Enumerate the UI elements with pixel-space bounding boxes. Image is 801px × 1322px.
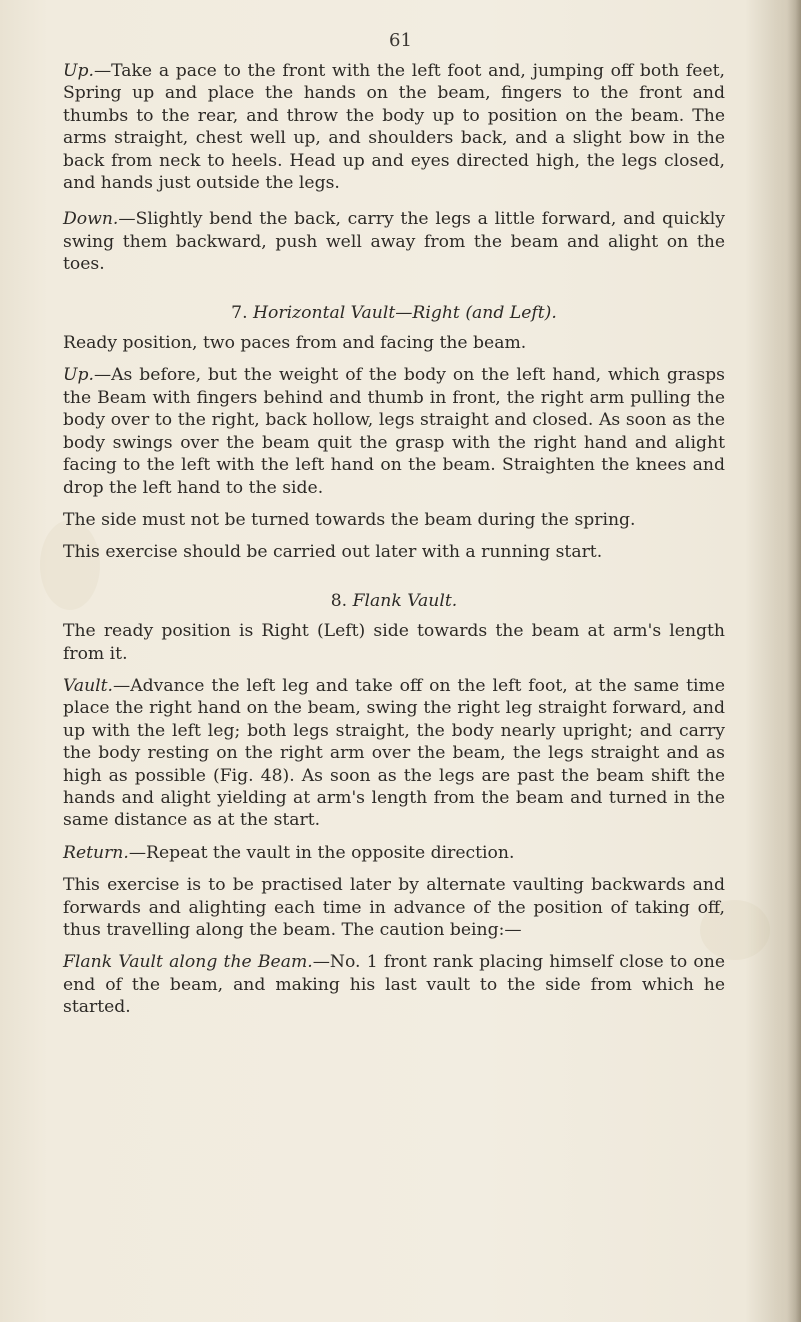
paragraph-text-down: —Slightly bend the back, carry the legs a little forward, and quickly swing them backward, push well away from the beam and alight on the toes. bbox=[63, 209, 725, 275]
section-8-practice: This exercise is to be practised later by alternate vaulting backwards and forwards and alighting each time in advance of the position of taking off, thus travelling along the beam. The caution being:— bbox=[63, 875, 725, 940]
page-edge-shadow bbox=[787, 0, 801, 1322]
section-8-vault-lead: Vault. bbox=[63, 675, 114, 696]
section-7-up-text: —As before, but the weight of the body on the left hand, which grasps the Beam with fingers behind and thumb in front, the right arm pulling the body over to the right, back hollow, legs straight and closed. As soon as the body swings over the beam quit the grasp with the right hand and alight facing to the left with the left hand on the beam. Straighten the knees and drop the left hand to the side. bbox=[63, 365, 725, 498]
section-7-title-paren: (and Left). bbox=[465, 302, 557, 323]
section-8-number: 8. bbox=[330, 590, 348, 611]
section-8-caution-lead: Flank Vault along the Beam. bbox=[63, 952, 313, 973]
section-7-note-2: This exercise should be carried out later with a running start. bbox=[63, 542, 603, 563]
section-8-caution bbox=[63, 951, 725, 1018]
section-7-note-1: The side must not be turned towards the beam during the spring. bbox=[63, 509, 636, 530]
paragraph-text-up: —Take a pace to the front with the left foot and, jumping off both feet, Spring up and place the hands on the beam, fingers to the front and thumbs to the rear, and throw the body up to position on the beam. The arms straight, chest well up, and shoulders back, and a slight bow in the back from neck to heels. Head up and eyes directed high, the legs closed, and hands just outside the legs. bbox=[63, 61, 725, 194]
paragraph-lead-up: Up. bbox=[63, 61, 94, 81]
section-8-return-lead: Return. bbox=[63, 842, 129, 863]
section-7-up bbox=[63, 364, 725, 498]
section-7-number: 7. bbox=[231, 302, 248, 323]
page-number: 61 bbox=[389, 30, 412, 51]
section-7-ready: Ready position, two paces from and facing the beam. bbox=[63, 333, 527, 354]
section-8-heading bbox=[63, 590, 725, 612]
section-8-vault-text: —Advance the left leg and take off on the left foot, at the same time place the right hand on the beam, swing the right leg straight forward, and up with the left leg; both legs straight, the body nearly upright; and carry the body resting on the right arm over the beam, the legs straight and as high as possible (Fig. 48). As soon as the legs are past the beam shift the hands and alight yielding at arm's length from the beam and turned in the same distance as at the start. bbox=[63, 675, 725, 831]
section-8-title: Flank Vault. bbox=[352, 590, 458, 611]
section-7-title: Horizontal Vault—Right bbox=[253, 302, 460, 323]
section-8-caution-text: —No. 1 front rank placing himself close to one end of the beam, and making his last vault to the side from which he started. bbox=[63, 952, 725, 1018]
section-7-up-lead: Up. bbox=[63, 365, 94, 386]
section-7-heading bbox=[63, 302, 725, 324]
document-body bbox=[63, 60, 725, 1019]
section-8-return bbox=[63, 842, 725, 864]
paragraph-lead-down: Down. bbox=[63, 209, 119, 230]
section-8-vault bbox=[63, 675, 725, 832]
section-8-return-text: —Repeat the vault in the opposite direction. bbox=[128, 842, 515, 863]
paragraph-down bbox=[63, 208, 725, 275]
paragraph-up bbox=[63, 60, 725, 194]
section-8-ready: The ready position is Right (Left) side towards the beam at arm's length from it. bbox=[63, 621, 725, 664]
